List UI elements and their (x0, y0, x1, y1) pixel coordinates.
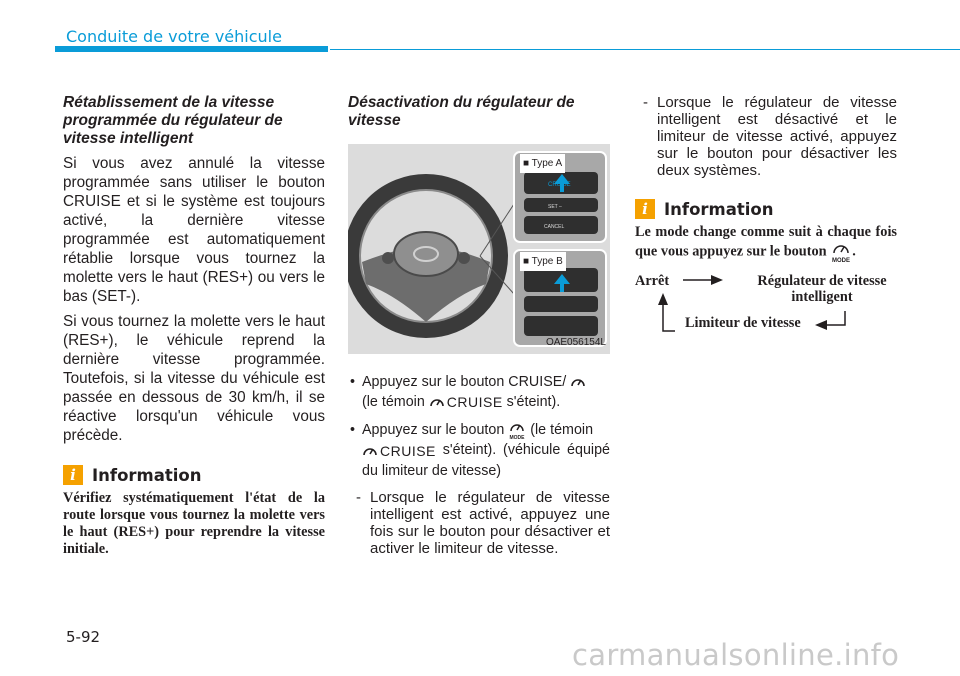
info-body: Vérifiez systématiquement l'état de la route lorsque vous tournez la molette vers le haut (RES+) pour reprendre la vitesse initiale. (63, 490, 325, 557)
column-right (635, 94, 897, 343)
info-header (635, 199, 897, 219)
cancel-label: CANCEL (544, 224, 565, 230)
speed-gauge-icon (362, 443, 378, 459)
cruise-indicator-label: CRUISE (446, 394, 503, 411)
info-header (63, 465, 325, 485)
column-left (63, 94, 325, 558)
type-a-label: ■ Type A (520, 154, 565, 173)
bullet-text: Appuyez sur le bouton (362, 422, 505, 439)
info-icon: i (635, 199, 655, 219)
page-number: 5-92 (66, 628, 101, 646)
bullet-text: (le témoin (530, 422, 594, 439)
mode-icon-label: MODE (832, 258, 851, 263)
flow-state-smart-cruise: Régulateur de vitesse intelligent (757, 273, 887, 305)
speed-gauge-icon (429, 394, 445, 410)
column-middle (348, 94, 610, 557)
header-rule-thin (330, 49, 960, 50)
steering-wheel-illustration (348, 144, 610, 354)
bullet-list (348, 372, 610, 557)
speed-gauge-icon (570, 374, 586, 390)
sub-item: - Lorsque le régulateur de vitesse intelligent est activé, appuyez une fois sur le bouton pour désactiver et activer le limiteur de vitesse. (348, 489, 610, 557)
section-title: Conduite de votre véhicule (66, 27, 282, 46)
info-title: Information (92, 465, 202, 485)
list-item (348, 420, 610, 480)
bullet-text: s'éteint). (véhicule équipé du limiteur de vitesse) (362, 442, 610, 479)
sub-item: - Lorsque le régulateur de vitesse intelligent est désactivé et le limiteur de vitesse activé, appuyez sur le bouton pour désactiver les deux systèmes. (635, 94, 897, 179)
watermark: carmanualsonline.info (572, 638, 900, 672)
type-b-label: ■ Type B (520, 252, 566, 271)
mode-cycle-diagram (635, 273, 897, 343)
figure-code: OAE056154L (545, 337, 606, 348)
cruise-indicator-label: CRUISE (380, 442, 436, 459)
list-item (348, 372, 610, 412)
bullet-text: Appuyez sur le bouton CRUISE/ (362, 374, 567, 390)
info-body (635, 224, 897, 263)
section-heading-deactivation: Désactivation du régulateur de vitesse (348, 94, 575, 129)
flow-state-stop: Arrêt (635, 273, 670, 289)
set-label: SET – (548, 204, 562, 210)
cruise-button-label: CRUISE (548, 182, 571, 188)
mode-icon-label: MODE (509, 435, 525, 441)
bullet-text: s'éteint). (506, 394, 561, 410)
info-icon: i (63, 465, 83, 485)
mode-button-icon (508, 420, 526, 440)
paragraph: Si vous tournez la molette vers le haut (RES+), le véhicule reprend la dernière vitesse programmée. Toutefois, si la vitesse du véhicule est passée en dessous de 30 km/h, il se réactive lorsqu'un véhicule vous précède. (63, 313, 325, 444)
section-heading-resume: Rétablissement de la vitesse programmée du régulateur de vitesse intelligent (63, 94, 283, 147)
steering-wheel-figure (348, 144, 610, 354)
flow-state-speed-limiter: Limiteur de vitesse (685, 315, 801, 331)
info-body-text: Le mode change comme suit à chaque fois que vous appuyez sur le bouton (635, 224, 897, 260)
bullet-text: (le témoin (362, 394, 425, 410)
mode-button-icon (830, 241, 852, 263)
header-rule-thick (55, 46, 328, 52)
paragraph: Si vous avez annulé la vitesse programmée sans utiliser le bouton CRUISE et si le système est toujours activé, la dernière vitesse programmée est automatiquement rétablie lorsque vous tournez la molette vers le haut (RES+) ou vers le bas (SET-). (63, 155, 325, 305)
info-body-text: . (852, 243, 856, 260)
info-title: Information (664, 199, 774, 219)
